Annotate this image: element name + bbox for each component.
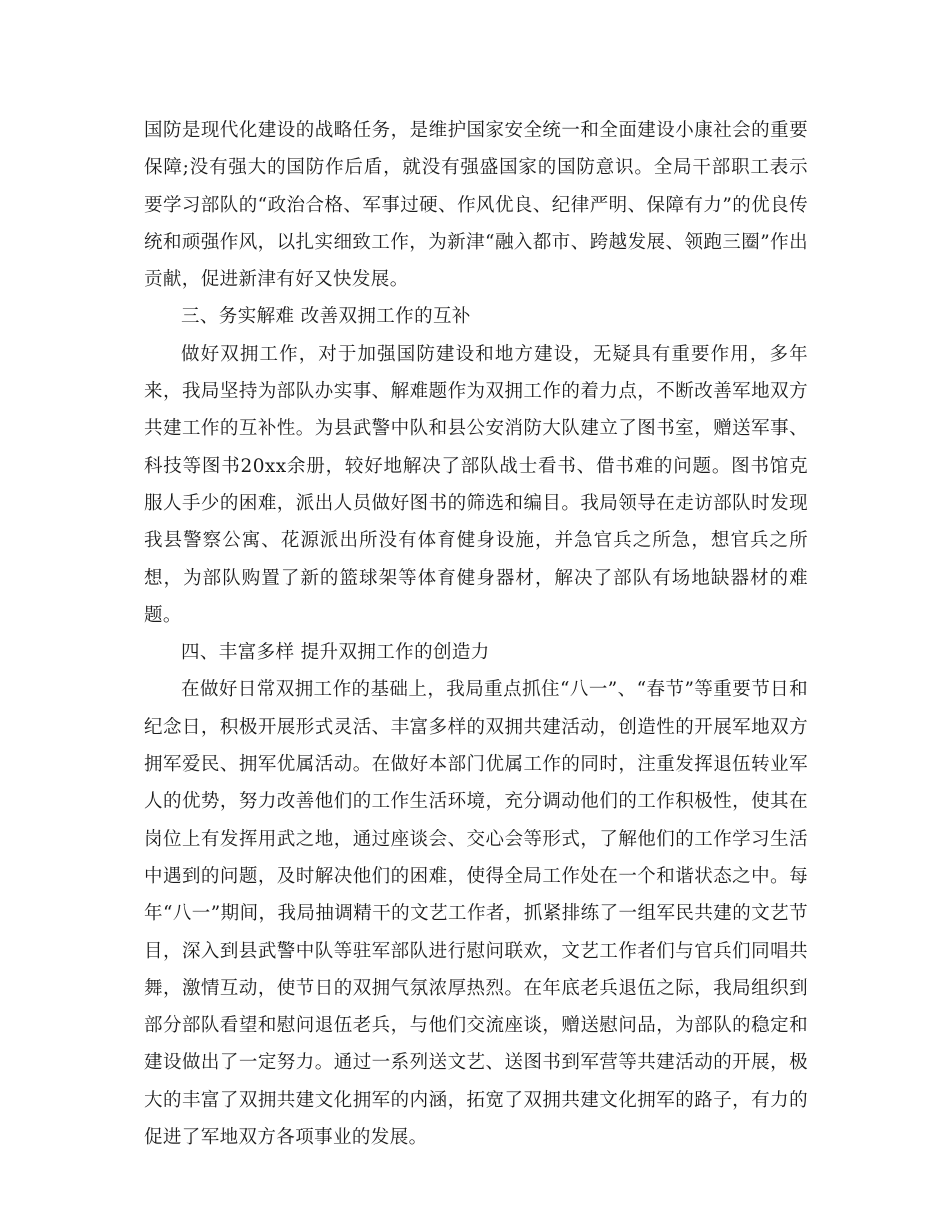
document-page: [144, 112, 808, 1156]
section-heading-3: 三、务实解难 改善双拥工作的互补: [181, 306, 471, 328]
paragraph-section-3: 做好双拥工作，对于加强国防建设和地方建设，无疑具有重要作用，多年来，我局坚持为部队办实事、解难题作为双拥工作的着力点，不断改善军地双方共建工作的互补性。为县武警中队和县公安消防大队建立了图书室，赠送军事、科技等图书20xx余册，较好地解决了部队战士看书、借书难的问题。图书馆克服人手少的困难，派出人员做好图书的筛选和编目。我局领导在走访部队时发现我县警察公寓、花源派出所没有体育健身设施，并急官兵之所急，想官兵之所想，为部队购置了新的篮球架等体育健身器材，解决了部队有场地缺器材的难题。: [144, 343, 808, 626]
section-heading-4: 四、丰富多样 提升双拥工作的创造力: [181, 642, 490, 664]
paragraph-section-4: 在做好日常双拥工作的基础上，我局重点抓住“八一”、“春节”等重要节日和纪念日，积极开展形式灵活、丰富多样的双拥共建活动，创造性的开展军地双方拥军爱民、拥军优属活动。在做好本部门优属工作的同时，注重发挥退伍转业军人的优势，努力改善他们的工作生活环境，充分调动他们的工作积极性，使其在岗位上有发挥用武之地，通过座谈会、交心会等形式，了解他们的工作学习生活中遇到的问题，及时解决他们的困难，使得全局工作处在一个和谐状态之中。每年“八一”期间，我局抽调精干的文艺工作者，抓紧排练了一组军民共建的文艺节目，深入到县武警中队等驻军部队进行慰问联欢，文艺工作者们与官兵们同唱共舞，激情互动，使节日的双拥气氛浓厚热烈。在年底老兵退伍之际，我局组织到部分部队看望和慰问退伍老兵，与他们交流座谈，赠送慰问品，为部队的稳定和建设做出了一定努力。通过一系列送文艺、送图书到军营等共建活动的开展，极大的丰富了双拥共建文化拥军的内涵，拓宽了双拥共建文化拥军的路子，有力的促进了军地双方各项事业的发展。: [144, 679, 808, 1149]
paragraph-national-defense: 国防是现代化建设的战略任务，是维护国家安全统一和全面建设小康社会的重要保障;没有强大的国防作后盾，就没有强盛国家的国防意识。全局干部职工表示要学习部队的“政治合格、军事过硬、作风优良、纪律严明、保障有力”的优良传统和顽强作风，以扎实细致工作，为新津“融入都市、跨越发展、领跑三圈”作出贡献，促进新津有好又快发展。: [144, 120, 808, 291]
